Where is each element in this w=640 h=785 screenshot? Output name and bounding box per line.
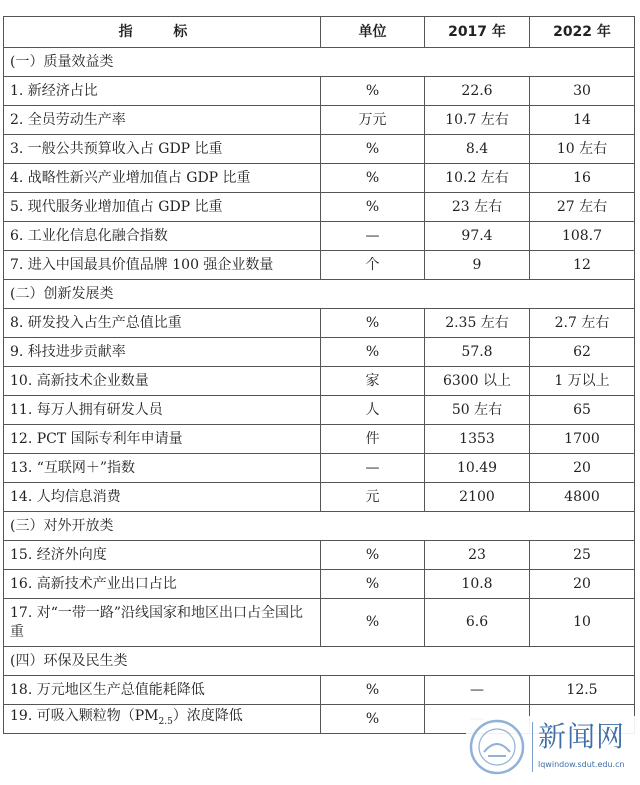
indicator-unit: 元 [321, 483, 425, 512]
table-row [4, 599, 635, 647]
indicator-table [3, 16, 635, 734]
indicator-name: 4. 战略性新兴产业增加值占 GDP 比重 [4, 164, 321, 193]
value-2022: 62 [530, 338, 635, 367]
indicator-name: 1. 新经济占比 [4, 77, 321, 106]
indicator-name: 15. 经济外向度 [4, 541, 321, 570]
indicator-name: 3. 一般公共预算收入占 GDP 比重 [4, 135, 321, 164]
value-2017: 10.2 左右 [425, 164, 530, 193]
indicator-name: 5. 现代服务业增加值占 GDP 比重 [4, 193, 321, 222]
header-2017: 2017 年 [425, 17, 530, 48]
table-row [4, 251, 635, 280]
value-2022: 27 左右 [530, 193, 635, 222]
table-row [4, 193, 635, 222]
header-indicator: 指 标 [4, 17, 321, 48]
table-row [4, 676, 635, 705]
value-2017: 50 左右 [425, 396, 530, 425]
indicator-unit: % [321, 135, 425, 164]
category-label: (二）创新发展类 [4, 280, 635, 309]
watermark-site-name: 新闻网 [538, 720, 626, 753]
value-2017: 10.8 [425, 570, 530, 599]
indicator-name: 16. 高新技术产业出口占比 [4, 570, 321, 599]
indicator-unit: 万元 [321, 106, 425, 135]
indicator-name: 13. “互联网＋”指数 [4, 454, 321, 483]
value-2022: 20 [530, 570, 635, 599]
indicator-name-prefix: 19. 可吸入颗粒物（PM [10, 707, 159, 724]
table-row [4, 309, 635, 338]
value-2017: 6.6 [425, 599, 530, 647]
value-2017: 57.8 [425, 338, 530, 367]
table-row [4, 541, 635, 570]
value-2017: 10.49 [425, 454, 530, 483]
category-row-openness [4, 512, 635, 541]
table-row [4, 135, 635, 164]
value-2022: 30 [530, 77, 635, 106]
table-row [4, 367, 635, 396]
value-2017: 22.6 [425, 77, 530, 106]
pm-subscript: 2.5 [158, 716, 173, 727]
indicator-name: 14. 人均信息消费 [4, 483, 321, 512]
value-2017: 8.4 [425, 135, 530, 164]
value-2022: 20 [530, 454, 635, 483]
indicator-unit: 个 [321, 251, 425, 280]
indicator-name: 18. 万元地区生产总值能耗降低 [4, 676, 321, 705]
value-2022: 4800 [530, 483, 635, 512]
indicator-name: 7. 进入中国最具价值品牌 100 强企业数量 [4, 251, 321, 280]
value-2022: 2.7 左右 [530, 309, 635, 338]
table-row [4, 222, 635, 251]
table-row [4, 483, 635, 512]
table-row [4, 164, 635, 193]
indicator-unit: % [321, 570, 425, 599]
indicator-name: 8. 研发投入占生产总值比重 [4, 309, 321, 338]
header-unit: 单位 [321, 17, 425, 48]
indicator-name: 6. 工业化信息化融合指数 [4, 222, 321, 251]
indicator-name: 11. 每万人拥有研发人员 [4, 396, 321, 425]
table-row [4, 77, 635, 106]
table-row [4, 338, 635, 367]
table-row [4, 454, 635, 483]
value-2017: 97.4 [425, 222, 530, 251]
value-2017: — [425, 676, 530, 705]
indicator-unit: — [321, 454, 425, 483]
value-2022: 10 [530, 599, 635, 647]
value-2022: 10 左右 [530, 135, 635, 164]
value-2017: 23 左右 [425, 193, 530, 222]
value-2017: 23 [425, 541, 530, 570]
indicator-name: 10. 高新技术企业数量 [4, 367, 321, 396]
value-2017: 6300 以上 [425, 367, 530, 396]
indicator-unit: % [321, 77, 425, 106]
indicator-name: 9. 科技进步贡献率 [4, 338, 321, 367]
value-2022: 14 [530, 106, 635, 135]
value-2017: 2.35 左右 [425, 309, 530, 338]
category-label: (四）环保及民生类 [4, 647, 635, 676]
indicator-unit: % [321, 164, 425, 193]
indicator-unit: % [321, 541, 425, 570]
value-2017: 10.7 左右 [425, 106, 530, 135]
value-2017: 2100 [425, 483, 530, 512]
category-row-quality [4, 48, 635, 77]
indicator-unit: % [321, 193, 425, 222]
indicator-name: 17. 对“一带一路”沿线国家和地区出口占全国比重 [4, 599, 321, 647]
table-row [4, 106, 635, 135]
table-row [4, 425, 635, 454]
value-2017: 1353 [425, 425, 530, 454]
university-seal-icon [468, 718, 526, 776]
header-2022: 2022 年 [530, 17, 635, 48]
watermark-divider [532, 722, 533, 772]
category-row-innovation [4, 280, 635, 309]
indicator-name: 12. PCT 国际专利年申请量 [4, 425, 321, 454]
value-2022: 65 [530, 396, 635, 425]
value-2022: 12 [530, 251, 635, 280]
category-label: (一）质量效益类 [4, 48, 635, 77]
indicator-unit: % [321, 309, 425, 338]
value-2022: 12.5 [530, 676, 635, 705]
category-label: (三）对外开放类 [4, 512, 635, 541]
indicator-unit: — [321, 222, 425, 251]
indicator-name-suffix: ）浓度降低 [172, 707, 243, 724]
indicator-name: 2. 全员劳动生产率 [4, 106, 321, 135]
indicator-unit: 件 [321, 425, 425, 454]
value-2022: 1 万以上 [530, 367, 635, 396]
indicator-unit: 人 [321, 396, 425, 425]
value-2022: 108.7 [530, 222, 635, 251]
indicator-unit: % [321, 705, 425, 734]
table-header-row [4, 17, 635, 48]
indicator-unit: % [321, 676, 425, 705]
indicator-unit: 家 [321, 367, 425, 396]
indicator-unit: % [321, 599, 425, 647]
value-2022: 1700 [530, 425, 635, 454]
watermark-url: lqwindow.sdut.edu.cn [538, 760, 625, 769]
value-2017: 9 [425, 251, 530, 280]
value-2022: 25 [530, 541, 635, 570]
table-row [4, 396, 635, 425]
news-watermark [466, 716, 638, 782]
category-row-environment [4, 647, 635, 676]
indicator-name [4, 705, 321, 734]
value-2022: 16 [530, 164, 635, 193]
table-row [4, 570, 635, 599]
indicator-unit: % [321, 338, 425, 367]
